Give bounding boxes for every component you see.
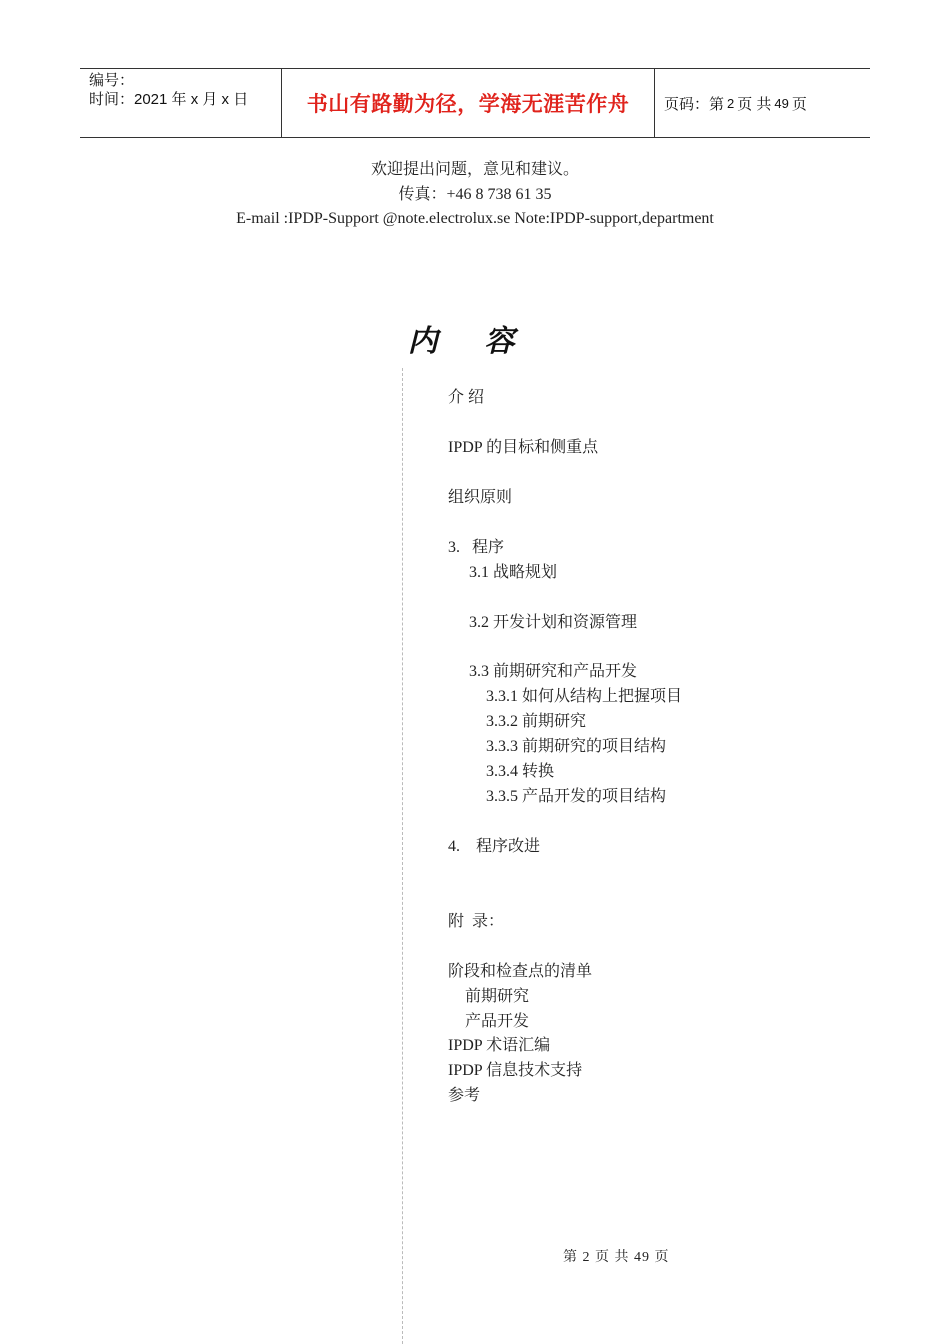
toc-item-3-3-2[interactable]: 3.3.2 前期研究 — [486, 713, 587, 730]
toc-item-it-support[interactable]: IPDP 信息技术支持 — [448, 1062, 583, 1079]
toc-item-references[interactable]: 参考 — [448, 1087, 481, 1104]
toc-item-3-2[interactable]: 3.2 开发计划和资源管理 — [469, 614, 638, 631]
toc-item-3-3[interactable]: 3.3 前期研究和产品开发 — [469, 663, 638, 680]
time-label: 时间：2021 年 x 月 x 日 — [89, 91, 249, 108]
toc-item-product-dev[interactable]: 产品开发 — [465, 1013, 530, 1030]
header-page-info — [664, 69, 807, 137]
toc-item-pre-research[interactable]: 前期研究 — [465, 988, 530, 1005]
page-suffix: 页 — [791, 95, 807, 113]
page-header — [80, 68, 870, 138]
page-footer: 第 2 页 共 49 页 — [563, 1250, 670, 1265]
contact-block — [0, 158, 950, 232]
toc-item-goals[interactable]: IPDP 的目标和侧重点 — [448, 439, 599, 456]
toc-item-3-3-5[interactable]: 3.3.5 产品开发的项目结构 — [486, 788, 667, 805]
toc-item-3-1[interactable]: 3.1 战略规划 — [469, 564, 558, 581]
page-total: 49 — [774, 95, 789, 111]
header-motto: 书山有路勤为径，学海无涯苦作舟 — [281, 69, 655, 137]
toc-item-glossary[interactable]: IPDP 术语汇编 — [448, 1037, 551, 1054]
page-middle: 页 共 — [737, 95, 772, 113]
toc-title: 内 容 — [407, 324, 533, 359]
contact-invite: 欢迎提出问题，意见和建议。 — [370, 161, 579, 178]
contact-fax: 传真：+46 8 738 61 35 — [398, 185, 552, 203]
toc-item-appendix[interactable]: 附 录： — [448, 913, 505, 930]
header-meta — [89, 71, 279, 109]
toc-item-improve[interactable]: 4. 程序改进 — [448, 838, 541, 855]
toc-item-3-3-1[interactable]: 3.3.1 如何从结构上把握项目 — [486, 688, 683, 705]
column-divider — [402, 368, 403, 1344]
contact-email: E-mail :IPDP-Support @note.electrolux.se Note:IPDP-support,department — [236, 210, 714, 227]
toc-item-procedure[interactable]: 3. 程序 — [448, 539, 505, 556]
toc-item-3-3-4[interactable]: 3.3.4 转换 — [486, 763, 555, 780]
toc-item-intro[interactable]: 介 绍 — [448, 389, 485, 406]
toc-item-org[interactable]: 组织原则 — [448, 489, 513, 506]
page-current: 2 — [727, 95, 735, 111]
toc-item-3-3-3[interactable]: 3.3.3 前期研究的项目结构 — [486, 738, 667, 755]
page-prefix: 页码：第 — [664, 95, 725, 113]
toc-item-checklist[interactable]: 阶段和检查点的清单 — [448, 963, 593, 980]
number-label: 编号： — [89, 72, 135, 89]
